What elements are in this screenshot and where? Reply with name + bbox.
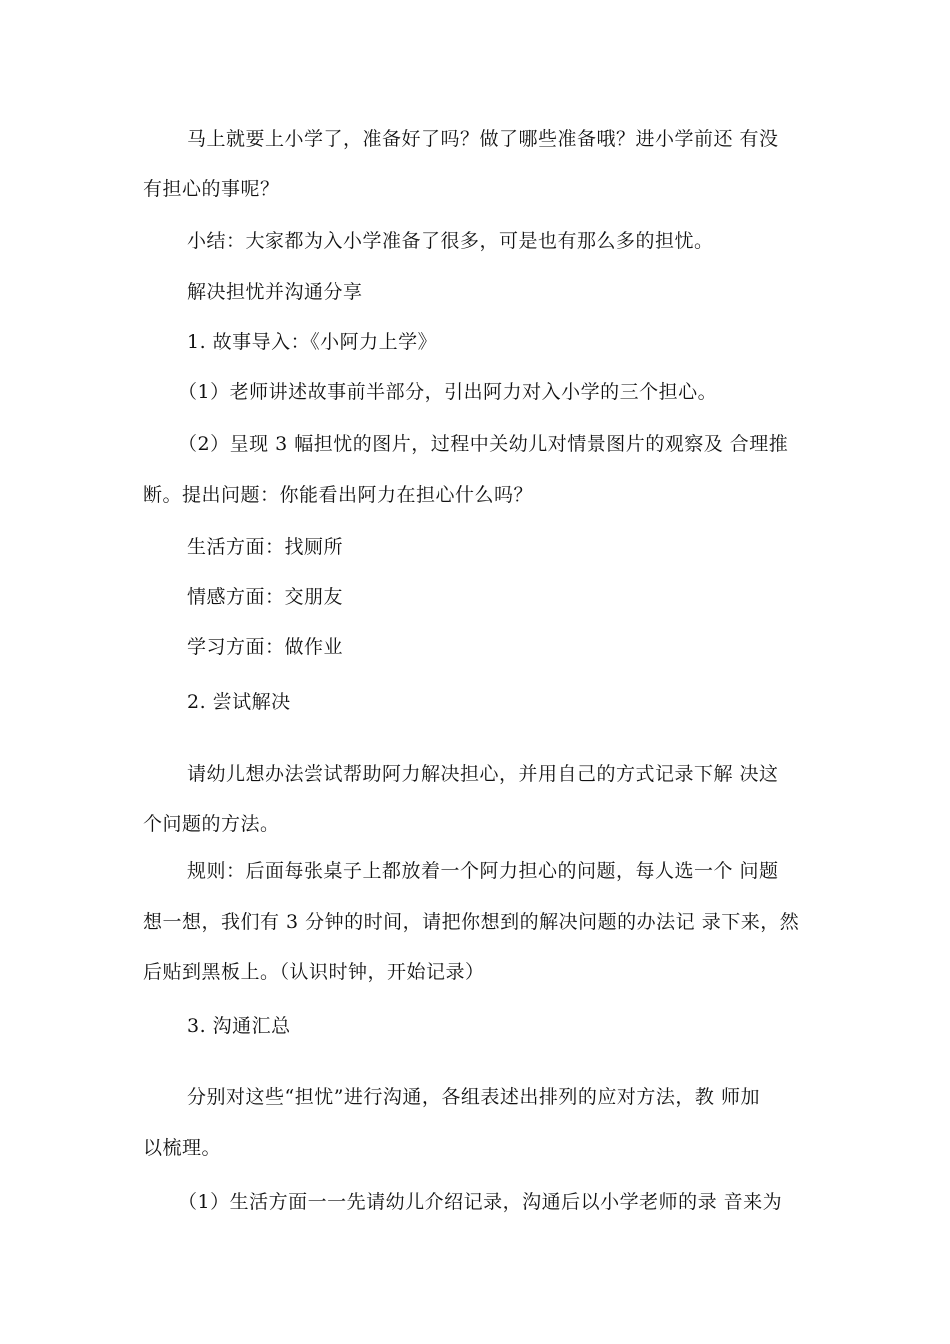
paragraph-line: 想一想，我们有 3 分钟的时间，请把你想到的解决问题的办法记 录下来，然 bbox=[143, 911, 800, 933]
paragraph-line: 规则：后面每张桌子上都放着一个阿力担心的问题，每人选一个 问题 bbox=[187, 860, 779, 882]
step-heading: 3. 沟通汇总 bbox=[187, 1015, 291, 1037]
paragraph-line: 请幼儿想办法尝试帮助阿力解决担心，并用自己的方式记录下解 决这 bbox=[187, 763, 779, 785]
list-item: 学习方面：做作业 bbox=[187, 636, 344, 658]
paragraph-line: 马上就要上小学了，准备好了吗？做了哪些准备哦？进小学前还 有没 bbox=[187, 128, 779, 150]
paragraph-line: 以梳理。 bbox=[143, 1137, 222, 1159]
paragraph-line: 后贴到黑板上。（认识时钟，开始记录） bbox=[143, 961, 485, 983]
paragraph-line: （1）老师讲述故事前半部分，引出阿力对入小学的三个担心。 bbox=[178, 381, 718, 403]
paragraph-line: 断。提出问题：你能看出阿力在担心什么吗？ bbox=[143, 484, 534, 506]
paragraph-line: 个问题的方法。 bbox=[143, 813, 280, 835]
list-item: 生活方面：找厕所 bbox=[187, 536, 344, 558]
list-item: 情感方面：交朋友 bbox=[187, 586, 344, 608]
paragraph-line: （1）生活方面一一先请幼儿介绍记录，沟通后以小学老师的录 音来为 bbox=[178, 1191, 783, 1213]
paragraph-line: 分别对这些“担忧”进行沟通，各组表述出排列的应对方法，教 师加 bbox=[187, 1086, 760, 1108]
section-heading: 解决担忧并沟通分享 bbox=[187, 281, 363, 303]
step-heading: 1. 故事导入：《小阿力上学》 bbox=[187, 331, 438, 353]
step-heading: 2. 尝试解决 bbox=[187, 691, 291, 713]
paragraph-line: （2）呈现 3 幅担忧的图片，过程中关幼儿对情景图片的观察及 合理推 bbox=[178, 433, 789, 455]
paragraph-line: 有担心的事呢？ bbox=[143, 178, 280, 200]
summary-line: 小结：大家都为入小学准备了很多，可是也有那么多的担忧。 bbox=[187, 230, 714, 252]
